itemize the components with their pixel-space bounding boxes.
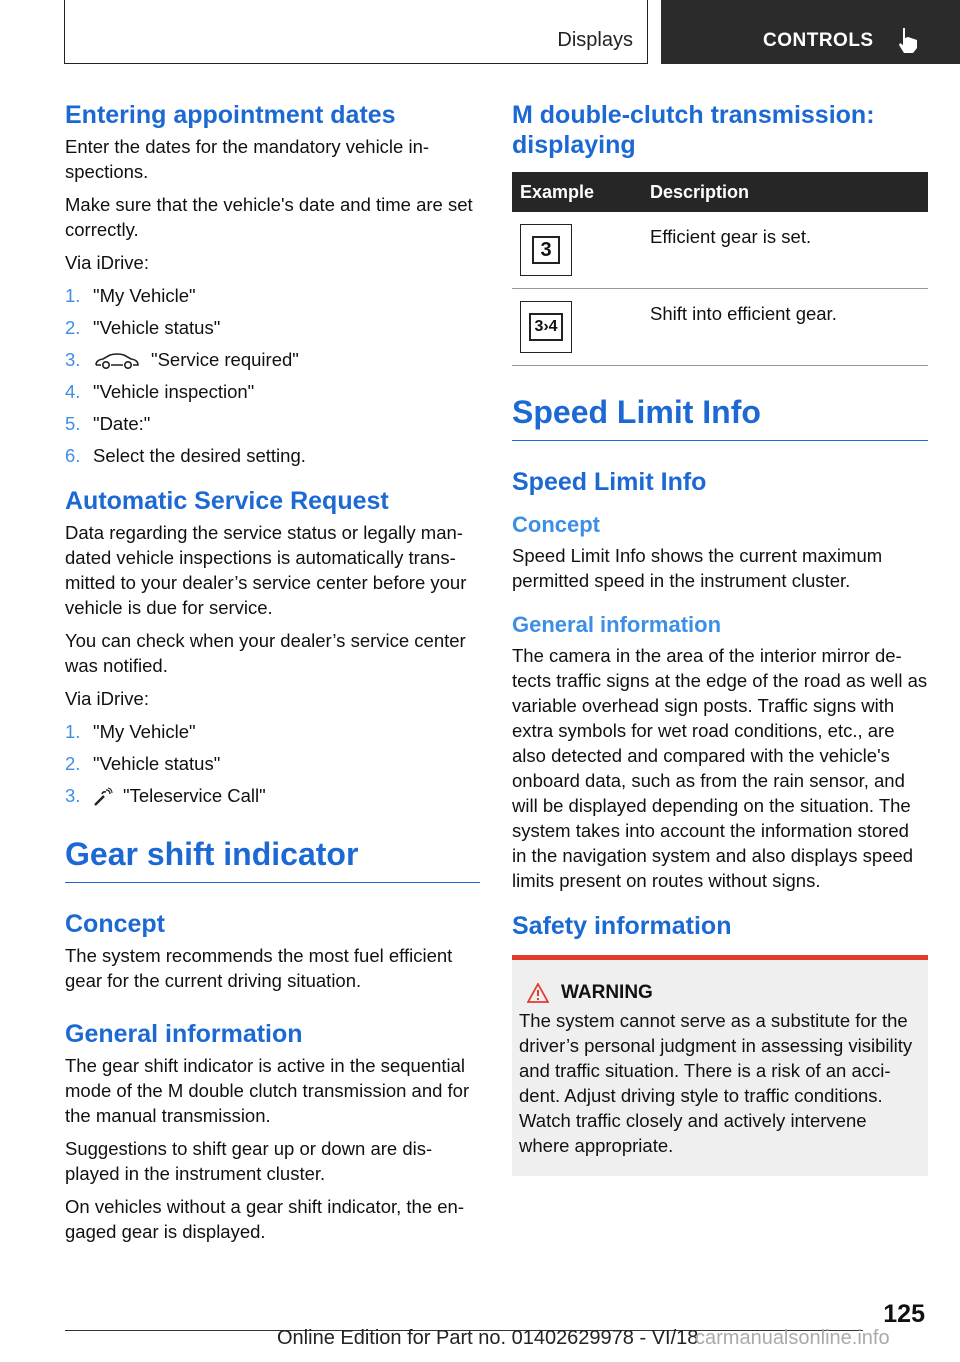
table-cell-description: Efficient gear is set. (642, 212, 928, 289)
list-item: 3. "Service required" (65, 349, 299, 370)
footer-edition: Online Edition for Part no. 01402629978 - VI/18 (277, 1327, 699, 1349)
list-item: 1. "My Vehicle" (65, 721, 196, 742)
warning-box (512, 955, 928, 1176)
concept-paragraph: The system recommends the most fuel efficient gear for the current driving situation. (65, 945, 453, 991)
warning-text: The system cannot serve as a substitute for the driver’s personal judgment in assessing visibility and traffic situation. There is a risk of an accident. Adjust driving style to traffic conditions. Watch traffic closely and actively intervene where appropriate. (519, 1010, 913, 1156)
appointment-dates-note: Make sure that the vehicle's date and time are set correctly. (65, 194, 473, 240)
asr-steps-list (65, 719, 480, 808)
gear-examples-table (512, 172, 928, 366)
shift-3-to-4-icon: 3›4 (520, 301, 572, 353)
table-header-description: Description (642, 172, 928, 212)
list-item: 2. "Vehicle status" (65, 317, 221, 338)
warning-title: WARNING (559, 982, 921, 1004)
appointment-steps-list (65, 283, 480, 468)
safety-information-heading: Safety information (512, 912, 732, 940)
mdct-displaying-heading: M double-clutch transmission: displaying (512, 101, 875, 159)
gear-3-icon: 3 (520, 224, 572, 276)
general-information-heading: General information (65, 1020, 303, 1048)
page-number: 125 (883, 1300, 925, 1328)
speed-limit-info-subheading: Speed Limit Info (512, 468, 707, 496)
list-item: 6. Select the desired setting. (65, 445, 306, 466)
left-column (65, 100, 480, 1252)
footer-watermark: carmanualsonline.info (695, 1327, 890, 1349)
header-section-box (64, 0, 648, 64)
sli-general-paragraph: The camera in the area of the interior mirror detects traffic signs at the edge of the road as well as variable overhead sign posts. Traffic signs with extra symbols for wet road conditions, etc., are also detected and compared with the vehicle's onboard data, such as from the rain sensor, and will be displayed depending on the situation. The system takes into account the information stored in the navigation system and also displays speed limits present on routes without signs. (512, 645, 928, 891)
sli-concept-paragraph: Speed Limit Info shows the current maximum permitted speed in the instrument cluster. (512, 545, 883, 591)
sli-general-information-heading: General information (512, 612, 722, 637)
table-cell-description: Shift into efficient gear. (642, 289, 928, 366)
appointment-dates-intro: Enter the dates for the mandatory vehicle inspections. (65, 136, 430, 182)
asr-via-idrive: Via iDrive: (65, 688, 149, 709)
header-chapter-title: CONTROLS (763, 30, 874, 51)
table-row (512, 212, 928, 289)
automatic-service-request-heading: Automatic Service Request (65, 487, 389, 515)
asr-paragraph-1: Data regarding the service status or legally mandated vehicle inspections is automatically transmitted to your dealer’s service center before your vehicle is due for service. (65, 522, 467, 618)
list-item: 3. "Teleservice Call" (65, 785, 266, 806)
header-chapter-box (661, 0, 960, 64)
list-item: 2. "Vehicle status" (65, 753, 221, 774)
header-section-title: Displays (557, 29, 633, 51)
wrench-signal-icon (93, 787, 113, 807)
speed-limit-info-chapter: Speed Limit Info (512, 392, 928, 441)
gear-shift-indicator-chapter: Gear shift indicator (65, 834, 480, 883)
right-column (512, 100, 928, 1176)
geninfo-paragraph-3: On vehicles without a gear shift indicator, the engaged gear is displayed. (65, 1196, 465, 1242)
table-header-example: Example (512, 172, 642, 212)
list-item: 1. "My Vehicle" (65, 285, 196, 306)
concept-heading: Concept (65, 910, 165, 938)
geninfo-paragraph-1: The gear shift indicator is active in the sequential mode of the M double clutch transmission and for the manual transmission. (65, 1055, 470, 1126)
sli-concept-heading: Concept (512, 512, 600, 537)
list-item: 4. "Vehicle inspection" (65, 381, 255, 402)
appointment-dates-heading: Entering appointment dates (65, 101, 396, 129)
pointing-hand-icon (895, 26, 921, 54)
warning-triangle-icon (527, 983, 549, 1003)
geninfo-paragraph-2: Suggestions to shift gear up or down are displayed in the instrument cluster. (65, 1138, 433, 1184)
list-item: 5. "Date:" (65, 413, 151, 434)
car-icon (93, 352, 141, 370)
table-row (512, 289, 928, 366)
asr-paragraph-2: You can check when your dealer’s service center was notified. (65, 630, 466, 676)
appointment-via-idrive: Via iDrive: (65, 252, 149, 273)
